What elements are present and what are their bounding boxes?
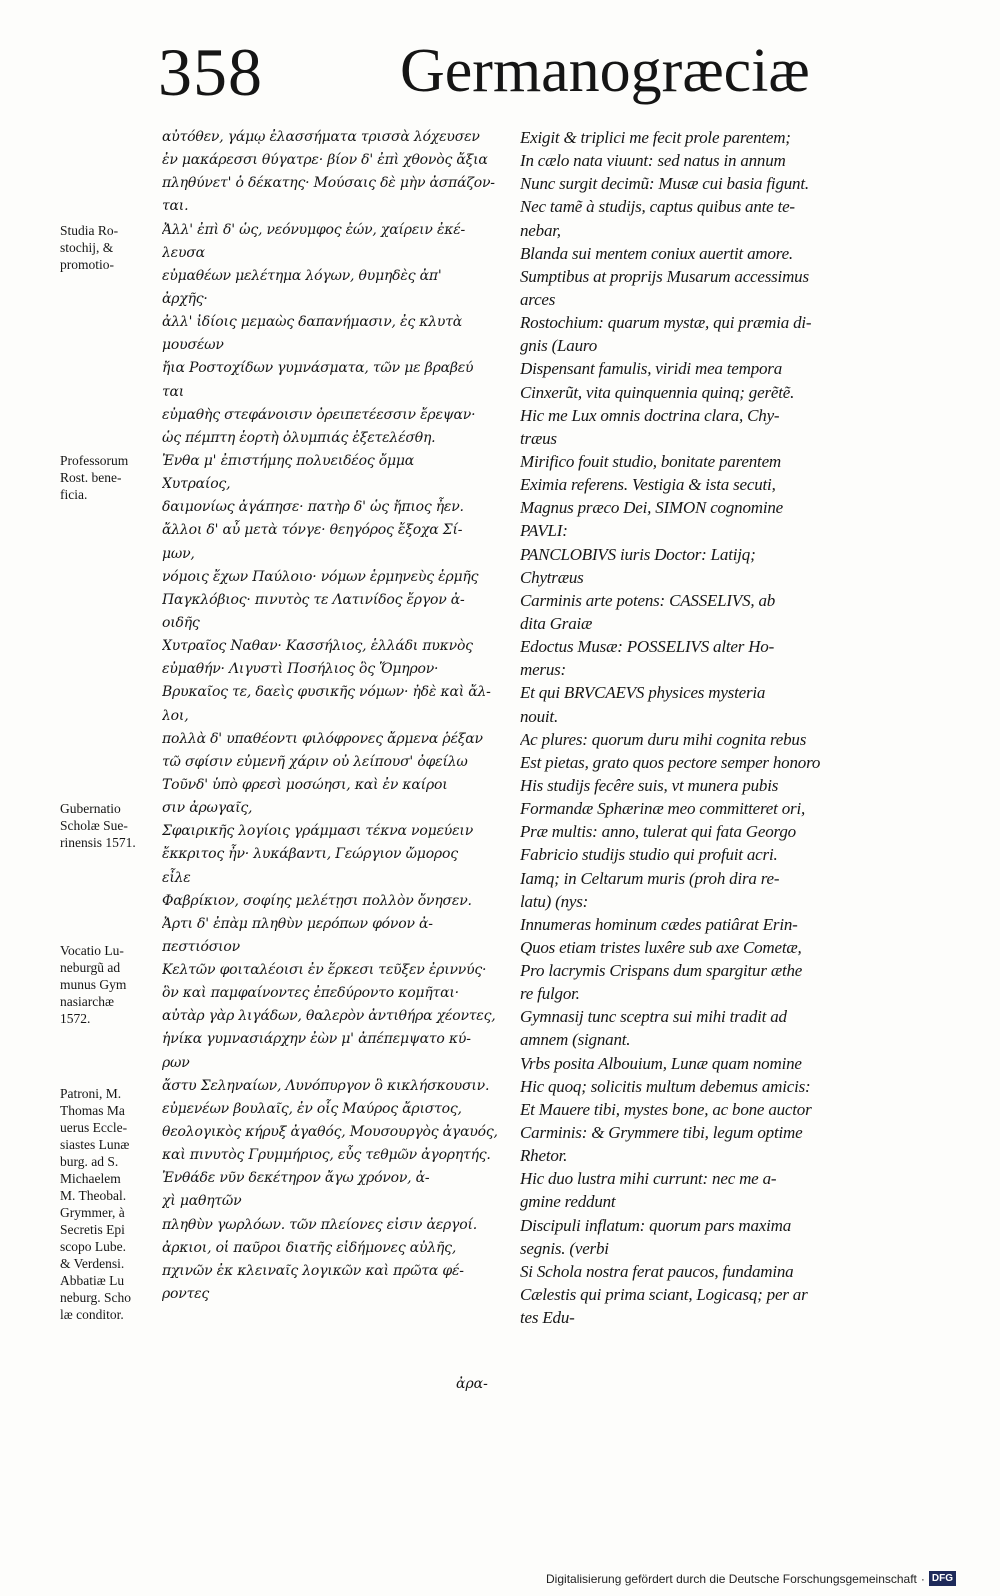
greek-line: πληθύνετ' ὁ δέκατης· Μούσαις δὲ μὴν ἀσπάζον- <box>162 175 495 192</box>
latin-line: Fabricio studijs studio qui profuit acri. <box>520 845 778 865</box>
latin-line: Blanda sui mentem coniux auertit amore. <box>520 243 793 263</box>
latin-line: Hic duo lustra mihi currunt: nec me a- <box>520 1169 777 1189</box>
latin-line: Eximia referens. Vestigia & ista secuti, <box>520 475 776 495</box>
latin-line: Et qui BRVCAEVS physices mysteria <box>520 683 766 703</box>
greek-line: Σφαιρικῆς λογίοις γράμμασι τέκνα νομεύειν <box>162 823 474 840</box>
greek-line: εὐμαθήν· Λιγυστὶ Ποσήλιος ὃς Ὅμηρον· <box>162 661 439 678</box>
greek-line: οιδῆς <box>162 614 200 631</box>
latin-line: Formandæ Sphærinæ meo committeret ori, <box>520 799 806 819</box>
margin-note-studia: Studia Ro- stochij, & promotio- <box>60 223 119 272</box>
greek-line: καὶ πινυτὸς Γρυμμήριος, εὖς τεθμῶν ἀγορητής. <box>162 1147 491 1164</box>
greek-line: ἀρκιοι, οἱ παῦροι διατῆς εἰδήμονες αὐλῆς, <box>162 1239 457 1256</box>
greek-line: ται <box>162 383 185 400</box>
greek-text-column <box>162 126 522 1306</box>
greek-line: δαιμονίως ἀγάπησε· πατὴρ δ' ὡς ἤπιος ἦεν. <box>162 499 464 516</box>
greek-line: ἄστυ Σεληναίων, Λυνόπυργον ὃ κικλήσκουσιν. <box>162 1077 490 1094</box>
latin-line: Innumeras hominum cædes patiârat Erin- <box>520 914 798 934</box>
latin-line: nebar, <box>520 220 561 240</box>
footer-credit: Digitalisierung gefördert durch die Deutsche Forschungsgemeinschaft <box>546 1571 917 1586</box>
greek-line: εὐμαθέων μελέτημα λόγων, θυμηδὲς ἀπ' <box>162 267 442 284</box>
greek-line: σιν ἀρωγαῖς, <box>162 800 253 817</box>
latin-line: gmine reddunt <box>520 1192 616 1212</box>
latin-line: PANCLOBIVS iuris Doctor: Latijq; <box>520 544 756 564</box>
greek-line: ἤια Ροστοχίδων γυμνάσματα, τῶν με βραβεύ <box>162 360 474 377</box>
greek-line: Ἀλλ' ἐπὶ δ' ὡς, νεόνυμφος ἐών, χαίρειν ἐκέ- <box>162 221 466 238</box>
latin-line: Cinxerũt, vita quinquennia quinq; gerẽtẽ. <box>520 382 795 402</box>
latin-line: Hic me Lux omnis doctrina clara, Chy- <box>520 405 780 425</box>
greek-line: Παγκλόβιος· πινυτὸς τε Λατινίδος ἔργον ἀ- <box>162 591 465 608</box>
greek-line: τῶ σφίσιν εὐμενῆ χάριν οὐ λείπουσ' ὀφείλω <box>162 753 468 770</box>
footer <box>546 1571 956 1586</box>
page-number: 358 <box>158 34 263 110</box>
greek-line: Χυτραίος, <box>162 476 231 493</box>
latin-line: re fulgor. <box>520 984 580 1004</box>
footer-separator: · <box>920 1571 925 1586</box>
greek-line: Χυτραῖος Ναθαν· Κασσήλιος, ἑλλάδι πυκνὸς <box>162 638 473 655</box>
greek-line: ροντες <box>162 1286 210 1303</box>
running-title: Germanogræciæ <box>400 37 810 105</box>
greek-line: πεστιόσιον <box>162 938 240 955</box>
greek-line: Τοῦνδ' ὑπὸ φρεσὶ μοσώησι, καὶ ἐν καίροι <box>162 776 448 793</box>
margin-note-gubernatio: Gubernatio Scholæ Sue- rinensis 1571. <box>60 801 136 850</box>
latin-line: træus <box>520 428 557 448</box>
latin-line: Vrbs posita Albouium, Lunæ quam nomine <box>520 1053 802 1073</box>
latin-line: segnis. (verbi <box>520 1238 609 1258</box>
latin-line: Rostochium: quarum mystæ, qui præmia di- <box>520 313 812 333</box>
greek-line: χὶ μαθητῶν <box>162 1193 242 1210</box>
greek-line: ρων <box>162 1054 190 1071</box>
latin-line: Nunc surgit decimũ: Musæ cui basia figunt. <box>520 174 809 194</box>
latin-line: Discipuli inflatum: quorum pars maxima <box>520 1215 792 1235</box>
margin-note-vocatio: Vocatio Lu- neburgũ ad munus Gym nasiarchæ 1572. <box>60 943 127 1026</box>
greek-line: ἡνίκα γυμνασιάρχην ἐὼν μ' ἀπέπεμψατο κύ- <box>162 1031 471 1048</box>
greek-line: ὃν καὶ παμφαίνοντες ἐπεδύροντο κομῆται· <box>162 985 459 1002</box>
latin-line: Magnus præco Dei, SIMON cognomine <box>520 498 784 518</box>
latin-line: PAVLI: <box>520 521 568 541</box>
greek-line: ἄλλοι δ' αὖ μετὰ τόνγε· θεηγόρος ἔξοχα Σί- <box>162 522 463 539</box>
greek-line: εἶλε <box>162 869 191 886</box>
greek-line: νόμοις ἔχων Παύλοιο· νόμων ἑρμηνεὺς ἑρμῆς <box>162 568 479 585</box>
latin-line: Hic quoq; solicitis multum debemus amicis: <box>520 1076 811 1096</box>
latin-line: arces <box>520 289 556 309</box>
greek-line: ται. <box>162 198 189 215</box>
greek-line: λευσα <box>162 244 205 261</box>
margin-note-professorum: Professorum Rost. bene- ficia. <box>60 453 129 502</box>
greek-line: ἐν μακάρεσσι θύγατρε· βίον δ' ἐπὶ χθονὸς ἄξια <box>162 152 488 169</box>
greek-line: ἀρχῆς· <box>162 290 208 307</box>
latin-line: Iamq; in Celtarum muris (proh dira re- <box>520 868 780 888</box>
greek-line: πχινῶν ἐκ κλειναῖς λογικῶν καὶ πρῶτα φέ- <box>162 1262 464 1279</box>
latin-line: Gymnasij tunc sceptra sui mihi tradit ad <box>520 1007 787 1027</box>
margin-note-patroni: Patroni, M. Thomas Ma uerus Eccle- siastes Lunæ burg. ad S. Michaelem M. Theobal. Grymmer, à Secretis Epi scopo Lube. & Verdensi. Abbatiæ Lu neburg. Scho læ conditor. <box>60 1086 131 1322</box>
latin-line: His studijs fecêre suis, vt munera pubis <box>520 775 779 795</box>
latin-line: Præ multis: anno, tulerat qui fata Georgo <box>520 822 796 842</box>
greek-line: Βρυκαῖος τε, δαεὶς φυσικῆς νόμων· ἠδὲ καὶ ἄλ- <box>162 684 491 701</box>
greek-line: αὐτόθεν, γάμῳ ἐλασσήματα τρισσὰ λόχευσεν <box>162 129 480 145</box>
latin-line: Pro lacrymis Crispans dum spargitur æthe <box>520 961 803 981</box>
catchword: ἀρα- <box>456 1376 488 1392</box>
latin-line: latu) (nys: <box>520 891 589 911</box>
latin-line: Ac plures: quorum duru mihi cognita rebus <box>520 729 807 749</box>
greek-line: Ἀρτι δ' ἐπὰμ πληθὺν μερόπων φόνον ἀ- <box>162 915 433 932</box>
latin-line: Est pietas, grato quos pectore semper honoro <box>520 752 821 772</box>
latin-line: Edoctus Musæ: POSSELIVS alter Ho- <box>520 637 775 657</box>
latin-line: Exigit & triplici me fecit prole parentem; <box>520 128 791 147</box>
latin-line: nouit. <box>520 706 558 726</box>
latin-line: Sumptibus at proprijs Musarum accessimus <box>520 266 809 286</box>
greek-line: Ἐνθα μ' ἐπιστήμης πολυειδέος ὄμμα <box>162 452 415 469</box>
latin-line: amnem (signant. <box>520 1030 631 1050</box>
greek-line: Ἐνθάδε νῦν δεκέτηρον ἄγω χρόνον, ἀ- <box>162 1170 430 1187</box>
greek-line: αὐτὰρ γὰρ λιγάδων, θαλερὸν ἀντιθήρα χέοντες, <box>162 1008 496 1025</box>
greek-line: εὐμενέων βουλαῖς, ἐν οἷς Μαύρος ἄριστος, <box>162 1100 462 1117</box>
latin-line: Dispensant famulis, viridi mea tempora <box>520 359 783 379</box>
latin-line: Et Mauere tibi, mystes bone, ac bone auctor <box>520 1099 812 1119</box>
greek-line: θεολογικὸς κήρυξ ἀγαθός, Μουσουργὸς ἀγαυός, <box>162 1124 498 1141</box>
latin-line: Rhetor. <box>520 1146 568 1166</box>
latin-line: Quos etiam tristes luxêre sub axe Cometæ, <box>520 937 802 957</box>
greek-line: Κελτῶν φοιταλέοισι ἐν ἕρκεσι τεῦξεν ἐριννύς· <box>162 962 487 979</box>
latin-line: Cælestis qui prima sciant, Logicasq; per ar <box>520 1285 808 1305</box>
greek-line: Φαβρίκιον, σοφίης μελέτῃσι πολλὸν ὄνησεν. <box>162 892 472 909</box>
greek-line: ἀλλ' ἰδίοις μεμαὼς δαπανήμασιν, ἐς κλυτὰ <box>162 314 463 331</box>
latin-line: Nec tamẽ à studijs, captus quibus ante te- <box>520 197 795 217</box>
latin-line: Chytræus <box>520 567 584 587</box>
greek-line: ἔκκριτος ἦν· λυκάβαντι, Γεώργιον ὤμορος <box>162 846 458 863</box>
latin-line: merus: <box>520 660 567 680</box>
greek-line: λοι, <box>162 707 189 724</box>
greek-line: μων, <box>162 545 195 562</box>
greek-line: ὡς πέμπτη ἑορτὴ ὀλυμπιάς ἐξετελέσθη. <box>162 429 436 446</box>
latin-line: gnis (Lauro <box>520 336 597 356</box>
dfg-logo: DFG <box>929 1571 956 1586</box>
latin-line: dita Graiæ <box>520 613 593 633</box>
latin-line: Carminis: & Grymmere tibi, legum optime <box>520 1123 803 1143</box>
latin-line: Mirifico fouit studio, bonitate parentem <box>520 451 781 471</box>
latin-line: Si Schola nostra ferat paucos, fundamina <box>520 1261 794 1281</box>
greek-line: πολλὰ δ' υπαθέοντι φιλόφρονες ἄρμενα ῥέξαν <box>162 730 483 747</box>
latin-line: tes Edu- <box>520 1308 575 1328</box>
latin-line: Carminis arte potens: CASSELIVS, ab <box>520 590 776 610</box>
latin-text-column <box>520 126 905 1329</box>
latin-line: In cælo nata viuunt: sed natus in annum <box>520 151 786 171</box>
greek-line: μουσέων <box>162 337 224 354</box>
greek-line: εὐμαθὴς στεφάνοισιν ὀρειπετέεσσιν ἔρεψαν· <box>162 406 476 423</box>
greek-line: πληθὺν γωρλόων. τῶν πλείονες εἰσιν ἀεργοί. <box>162 1216 477 1233</box>
